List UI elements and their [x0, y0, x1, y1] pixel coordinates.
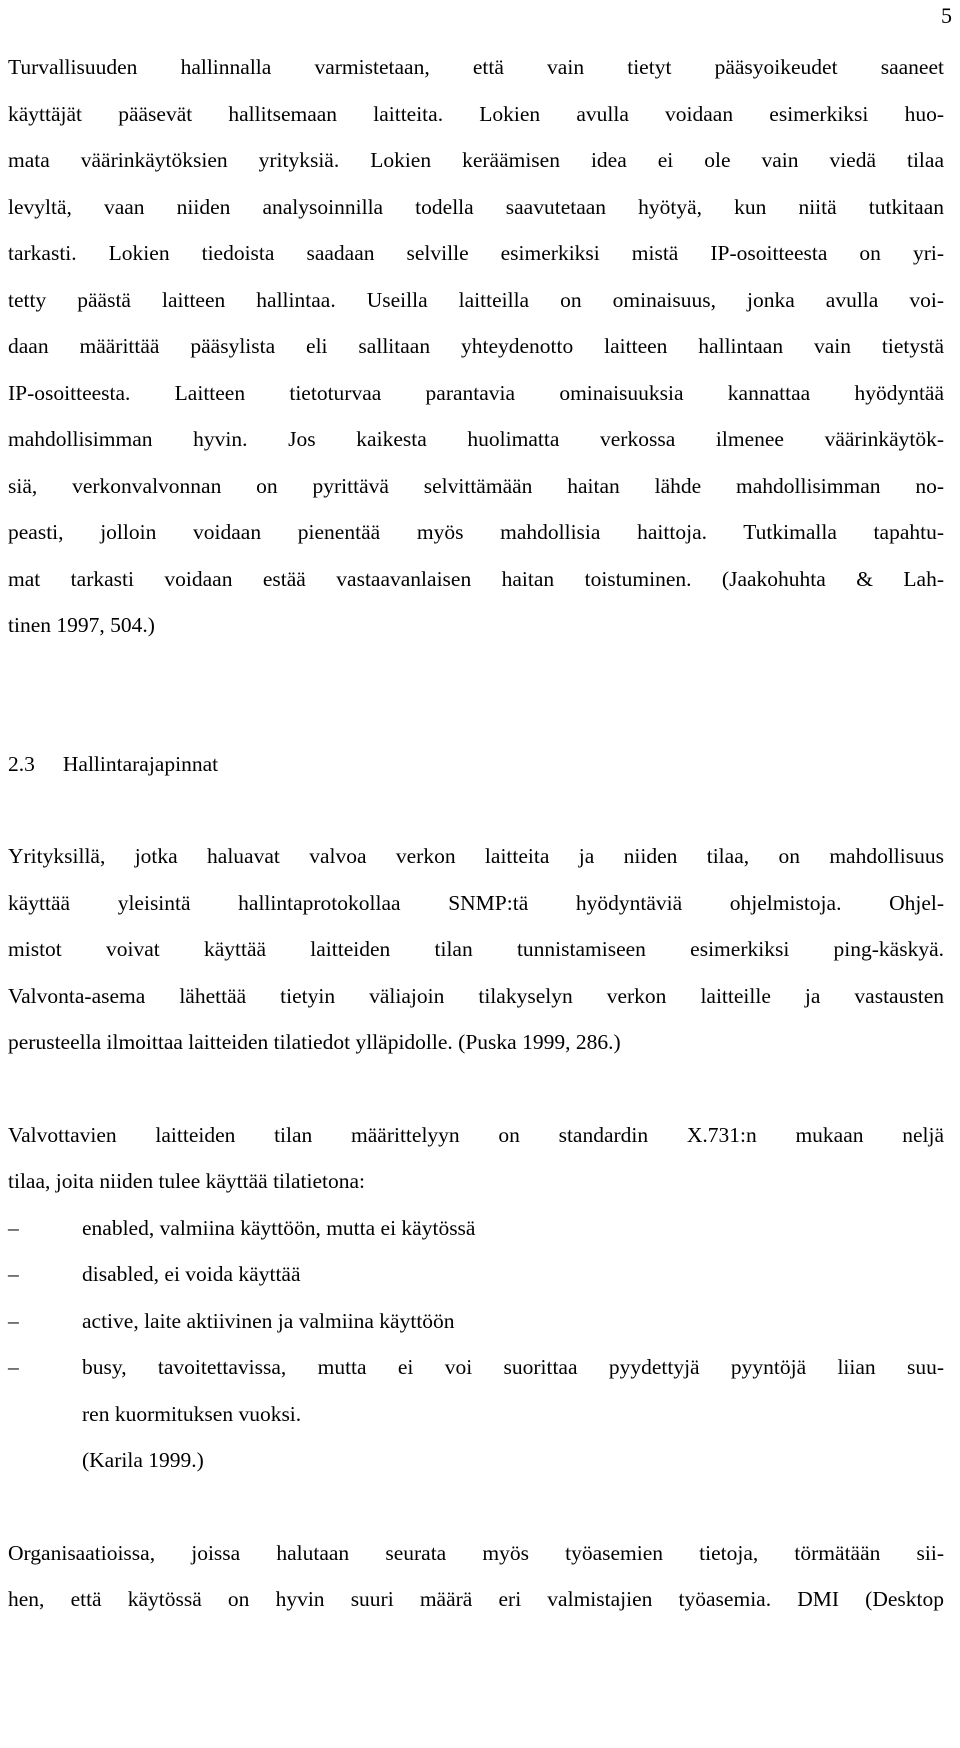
- text-line: tinen 1997, 504.): [8, 613, 155, 637]
- dash-bullet: –: [8, 1308, 19, 1333]
- citation: [8, 1437, 944, 1484]
- text-line: perusteella ilmoittaa laitteiden tilatiedot ylläpidolle. (Puska 1999, 286.): [8, 1030, 621, 1054]
- text-line: hen, että käytössä on hyvin suuri määrä eri valmistajien työasemia. DMI (Desktop: [8, 1587, 944, 1611]
- text-line: mat tarkasti voidaan estää vastaavanlaisen haitan toistuminen. (Jaakohuhta & Lah-: [8, 566, 944, 591]
- text-line: mahdollisimman hyvin. Jos kaikesta huolimatta verkossa ilmenee väärinkäytök-: [8, 427, 944, 451]
- text-line: mistot voivat käyttää laitteiden tilan tunnistamiseen esimerkiksi ping-käskyä.: [8, 937, 944, 961]
- text-line: siä, verkonvalvonnan on pyrittävä selvittämään haitan lähde mahdollisimman no-: [8, 473, 944, 498]
- section-title: Hallintarajapinnat: [62, 751, 219, 776]
- states-list: [8, 1205, 944, 1438]
- list-item-text: [82, 1344, 944, 1437]
- list-item-text: [82, 1205, 944, 1252]
- dash-bullet: –: [8, 1262, 19, 1286]
- text-line: tarkasti. Lokien tiedoista saadaan selville esimerkiksi mistä IP-osoitteesta on yri-: [8, 241, 944, 265]
- section-number: 2.3: [8, 751, 35, 776]
- text-line: busy, tavoitettavissa, mutta ei voi suorittaa pyydettyjä pyyntöjä liian suu-: [82, 1355, 944, 1379]
- text-line: disabled, ei voida käyttää: [82, 1262, 301, 1286]
- text-line: tetty päästä laitteen hallintaa. Useilla laitteilla on ominaisuus, jonka avulla voi-: [8, 287, 944, 312]
- text-line: active, laite aktiivinen ja valmiina käyttöön: [82, 1308, 455, 1333]
- text-line: ren kuormituksen vuoksi.: [82, 1401, 302, 1426]
- list-item: [8, 1251, 944, 1298]
- paragraph-state-definition: [8, 1112, 944, 1205]
- section-heading: [8, 741, 944, 788]
- spacer: [8, 1066, 944, 1112]
- text-line: käyttäjät pääsevät hallitsemaan laitteita. Lokien avulla voidaan esimerkiksi huo-: [8, 101, 944, 126]
- spacer: [8, 649, 944, 741]
- spacer: [8, 1484, 944, 1530]
- list-item-text: [82, 1251, 944, 1298]
- text-line: levyltä, vaan niiden analysoinnilla todella saavutetaan hyötyä, kun niitä tutkitaan: [8, 194, 944, 219]
- text-line: (Karila 1999.): [82, 1448, 204, 1472]
- dash-bullet: –: [8, 1355, 19, 1379]
- document-body: [8, 44, 944, 1623]
- list-item: [8, 1298, 944, 1345]
- paragraph-management-interfaces: [8, 833, 944, 1066]
- text-line: peasti, jolloin voidaan pienentää myös mahdollisia haittoja. Tutkimalla tapahtu-: [8, 520, 944, 544]
- page-number: 5: [941, 3, 952, 28]
- dash-bullet: –: [8, 1215, 19, 1240]
- list-item-text: [82, 1298, 944, 1345]
- text-line: tilaa, joita niiden tulee käyttää tilatietona:: [8, 1169, 366, 1193]
- text-line: Yrityksillä, jotka haluavat valvoa verkon laitteita ja niiden tilaa, on mahdollisuus: [8, 844, 944, 868]
- text-line: enabled, valmiina käyttöön, mutta ei käytössä: [82, 1215, 476, 1240]
- paragraph-security-management: [8, 44, 944, 649]
- text-line: IP-osoitteesta. Laitteen tietoturvaa parantavia ominaisuuksia kannattaa hyödyntää: [8, 380, 944, 405]
- text-line: daan määrittää pääsylista eli sallitaan yhteydenotto laitteen hallintaan vain tietystä: [8, 334, 944, 358]
- spacer: [8, 787, 944, 833]
- text-line: mata väärinkäytöksien yrityksiä. Lokien keräämisen idea ei ole vain viedä tilaa: [8, 148, 944, 172]
- text-line: Turvallisuuden hallinnalla varmistetaan, että vain tietyt pääsyoikeudet saaneet: [8, 55, 944, 79]
- text-line: Valvottavien laitteiden tilan määrittelyyn on standardin X.731:n mukaan neljä: [8, 1122, 944, 1147]
- list-item: [8, 1344, 944, 1437]
- paragraph-workstations: [8, 1530, 944, 1623]
- text-line: Valvonta-asema lähettää tietyin väliajoin tilakyselyn verkon laitteille ja vastausten: [8, 983, 944, 1008]
- list-item: [8, 1205, 944, 1252]
- text-line: Organisaatioissa, joissa halutaan seurata myös työasemien tietoja, törmätään sii-: [8, 1540, 944, 1565]
- text-line: käyttää yleisintä hallintaprotokollaa SNMP:tä hyödyntäviä ohjelmistoja. Ohjel-: [8, 890, 944, 915]
